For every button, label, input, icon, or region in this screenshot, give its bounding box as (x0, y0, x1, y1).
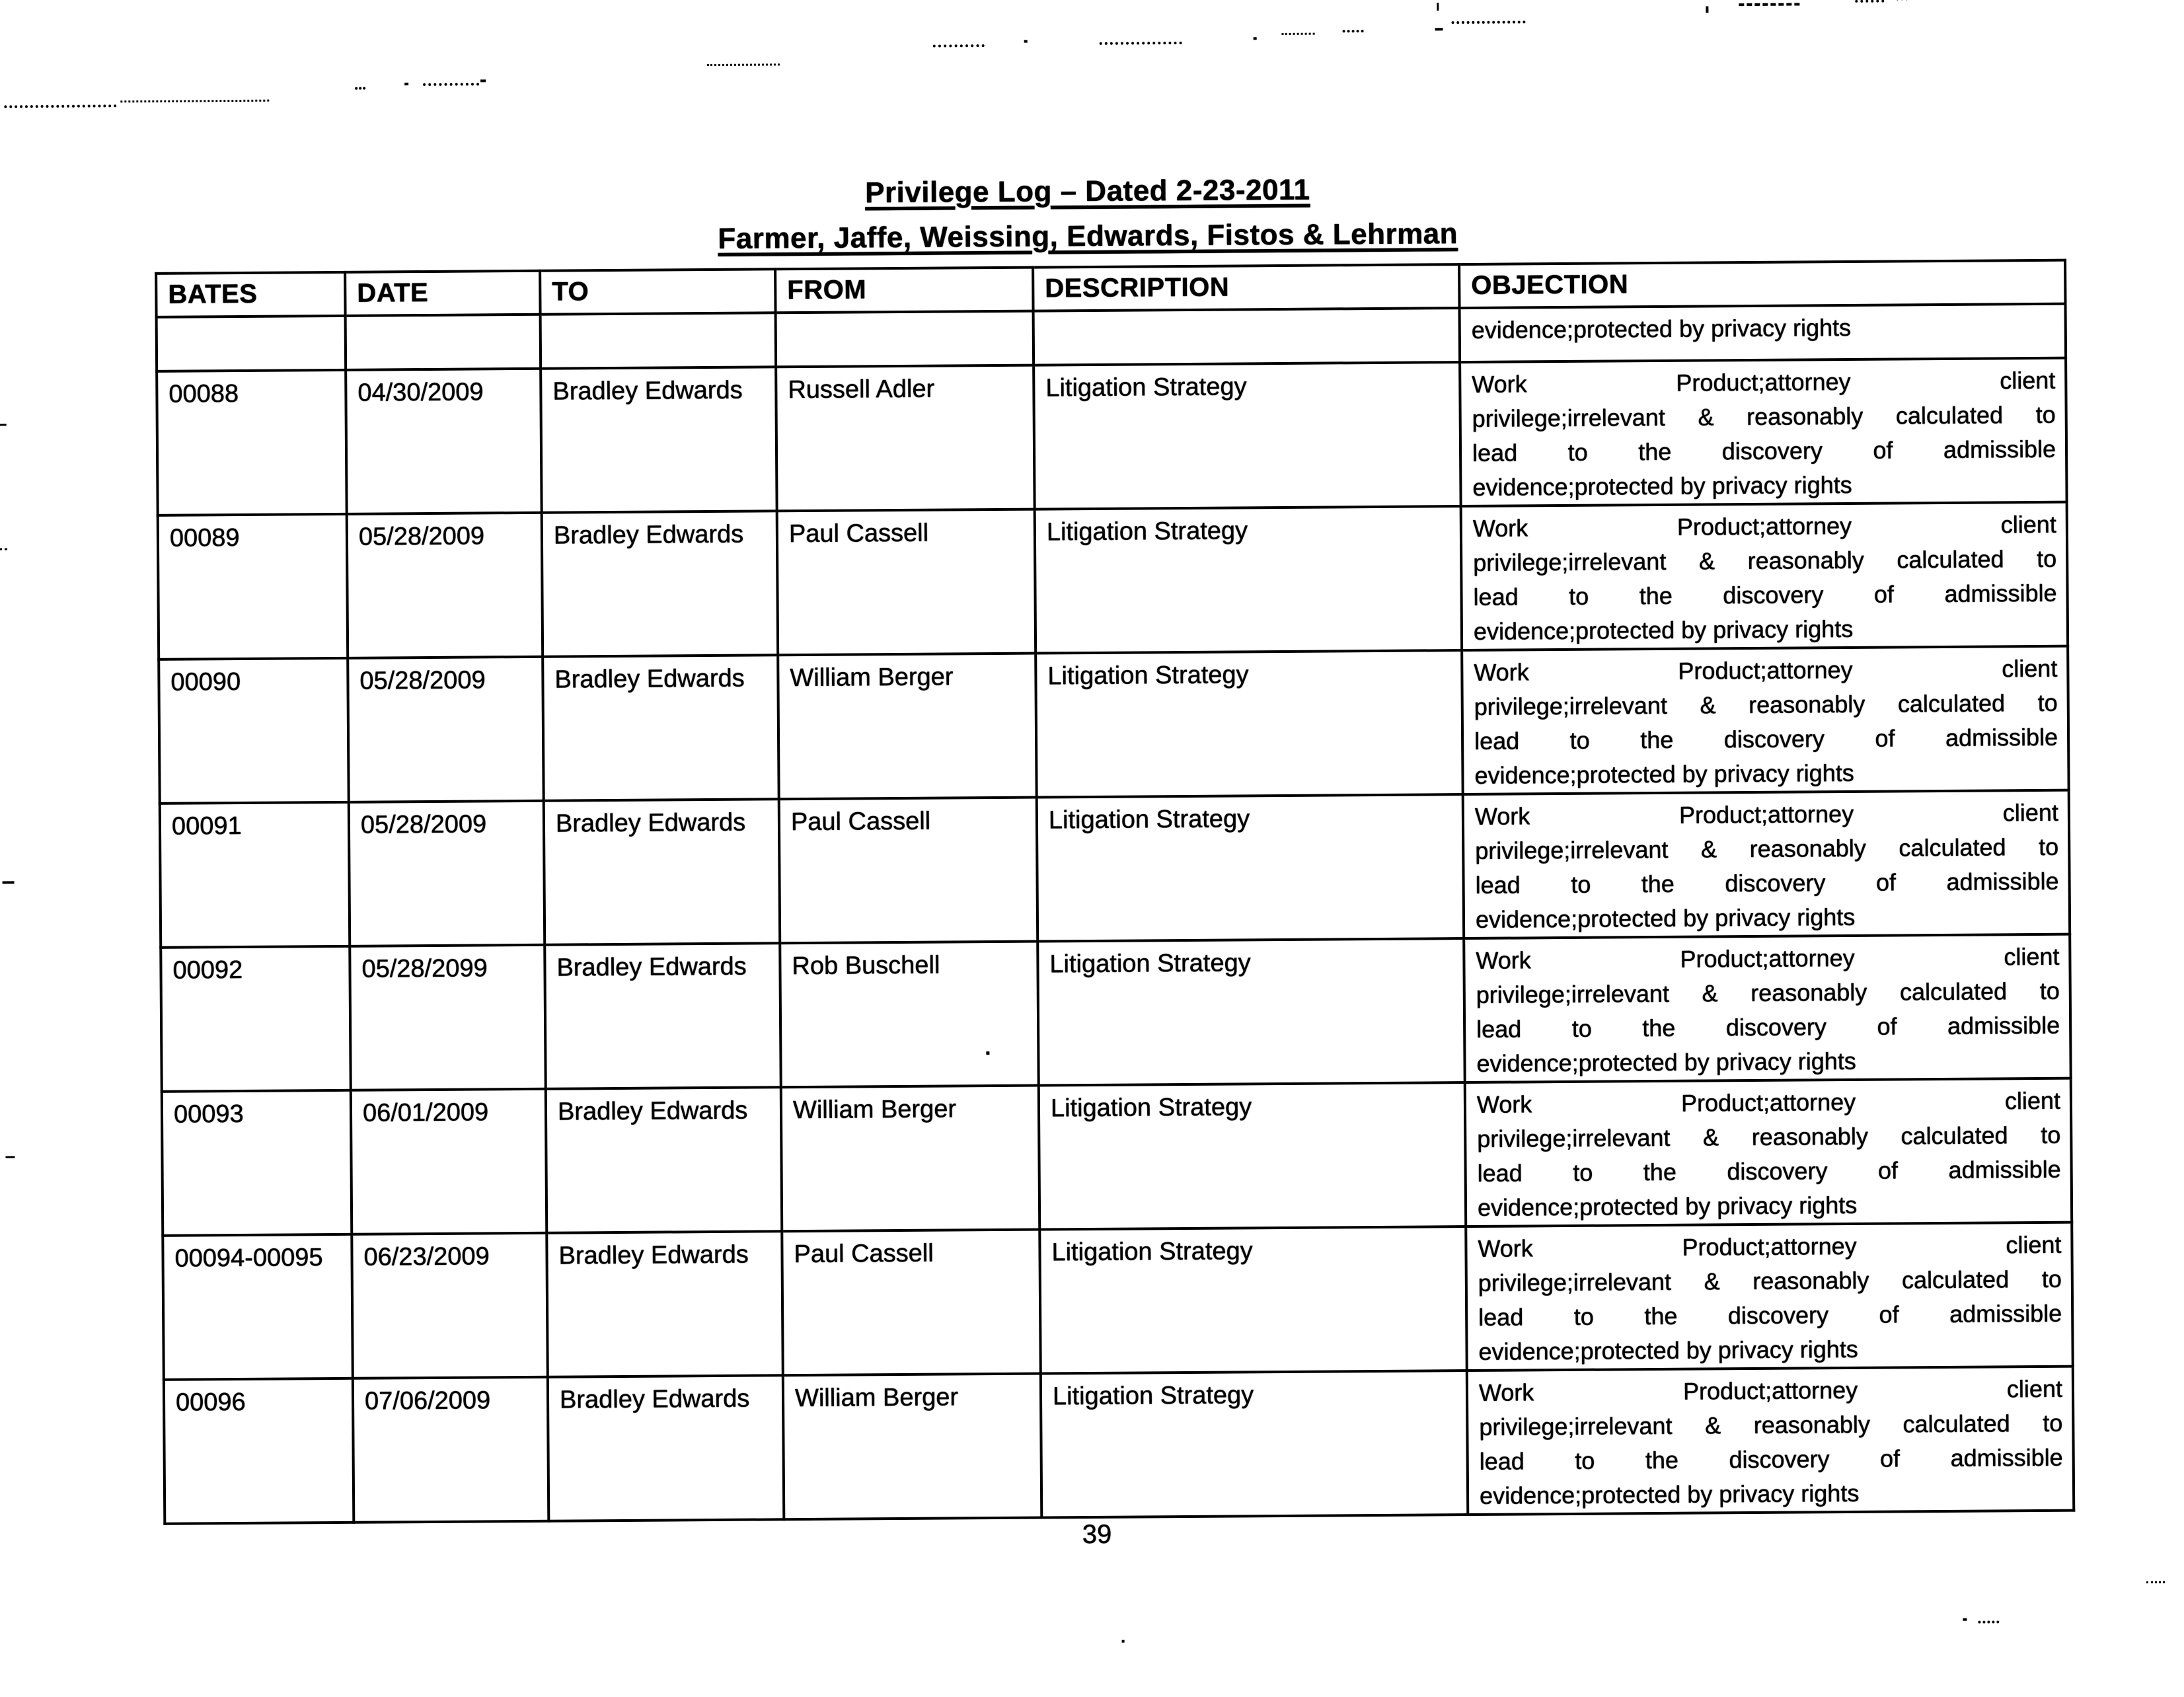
objection-line: evidence;protected by privacy rights (1474, 755, 2058, 793)
table-row (159, 646, 2068, 804)
objection-line: Work Product;attorney client (1478, 1228, 2061, 1266)
table-body (157, 304, 2074, 1524)
scan-artifact (4, 104, 116, 108)
column-header-to: TO (540, 269, 775, 314)
objection-line: privilege;irrelevant & reasonably calculated to (1476, 974, 2060, 1012)
table-row (158, 502, 2068, 660)
scan-artifact (1254, 37, 1257, 40)
cell-to: Bradley Edwards (546, 1231, 783, 1376)
scan-artifact (3, 881, 15, 884)
table-row (157, 358, 2066, 515)
privilege-log-table (155, 259, 2075, 1525)
cell-date: 05/28/2099 (350, 945, 546, 1090)
table-row (164, 1367, 2074, 1524)
objection-line: evidence;protected by privacy rights (1478, 1187, 2061, 1225)
cell-date: 05/28/2009 (348, 657, 544, 802)
column-header-bates: BATES (156, 272, 345, 317)
cell-description: Litigation Strategy (1039, 1226, 1467, 1373)
cell-bates: 00089 (158, 514, 348, 660)
document-subtitle-row (0, 210, 2180, 262)
objection-line: evidence;protected by privacy rights (1472, 467, 2056, 505)
cell-objection (1465, 1078, 2072, 1226)
cell-description: Litigation Strategy (1037, 938, 1465, 1085)
cell-bates: 00090 (159, 658, 349, 804)
scan-artifact (1978, 1620, 1999, 1623)
cell-from: Paul Cassell (782, 1230, 1041, 1376)
objection-line: privilege;irrelevant & reasonably calculated to (1474, 686, 2058, 724)
scan-artifact (1343, 30, 1364, 32)
objection-line: Work Product;attorney client (1479, 1372, 2062, 1410)
cell-to (541, 313, 776, 368)
cell-objection (1464, 934, 2070, 1082)
scan-artifact (1122, 1640, 1125, 1643)
objection-line: evidence;protected by privacy rights (1476, 1043, 2060, 1081)
cell-description: Litigation Strategy (1036, 650, 1463, 797)
scan-artifact (1282, 33, 1315, 35)
scan-artifact (2146, 1581, 2165, 1583)
document-title: Privilege Log – Dated 2-23-2011 (865, 174, 1310, 209)
objection-line: privilege;irrelevant & reasonably calculated to (1477, 1118, 2060, 1156)
table-row (160, 790, 2070, 948)
objection-line: Work Product;attorney client (1477, 1084, 2060, 1122)
cell-to: Bradley Edwards (544, 799, 780, 944)
cell-from: Paul Cassell (777, 509, 1036, 656)
cell-bates (157, 316, 346, 371)
cell-description: Litigation Strategy (1035, 506, 1462, 653)
column-header-objection: OBJECTION (1459, 260, 2065, 308)
cell-from: Rob Buschell (780, 942, 1039, 1088)
table-row (161, 934, 2070, 1092)
cell-from: Russell Adler (776, 365, 1035, 511)
cell-to: Bradley Edwards (541, 367, 777, 512)
objection-line: evidence;protected by privacy rights (1474, 611, 2057, 649)
cell-from (776, 311, 1034, 367)
objection-line: Work Product;attorney client (1472, 363, 2055, 402)
cell-objection (1461, 502, 2068, 650)
cell-from: William Berger (783, 1374, 1042, 1520)
objection-line: evidence;protected by privacy rights (1472, 309, 2055, 348)
objection-line: evidence;protected by privacy rights (1476, 899, 2059, 937)
cell-description (1034, 308, 1460, 365)
cell-date: 05/28/2009 (349, 801, 545, 946)
scan-artifact (1963, 1618, 1967, 1621)
cell-objection (1460, 304, 2066, 362)
cell-date (346, 315, 541, 370)
scan-artifact (1024, 40, 1028, 43)
objection-line: Work Product;attorney client (1475, 796, 2058, 834)
cell-description: Litigation Strategy (1037, 794, 1464, 941)
scan-artifact (355, 87, 365, 90)
objection-line: Work Product;attorney client (1473, 508, 2056, 546)
cell-bates: 00096 (164, 1378, 354, 1524)
column-header-description: DESCRIPTION (1033, 264, 1459, 311)
cell-date: 06/01/2009 (351, 1089, 547, 1234)
document-subtitle: Farmer, Jaffe, Weissing, Edwards, Fistos & Lehrman (718, 217, 1458, 255)
scan-artifact (1739, 3, 1799, 6)
cell-objection (1462, 646, 2068, 794)
cell-objection (1460, 358, 2066, 506)
scan-artifact (1855, 0, 1884, 3)
scan-artifact (423, 83, 479, 86)
document-title-row (0, 165, 2179, 217)
column-header-date: DATE (345, 271, 540, 316)
objection-line: privilege;irrelevant & reasonably calculated to (1472, 398, 2056, 436)
cell-bates: 00091 (160, 802, 350, 948)
objection-line: evidence;protected by privacy rights (1480, 1475, 2063, 1513)
objection-line: lead to the discovery of admissible (1476, 1008, 2060, 1047)
cell-objection (1463, 790, 2070, 938)
cell-bates: 00092 (161, 946, 351, 1092)
objection-line: lead to the discovery of admissible (1473, 576, 2056, 615)
cell-description: Litigation Strategy (1034, 362, 1461, 509)
objection-line: evidence;protected by privacy rights (1478, 1331, 2062, 1369)
scan-artifact (0, 548, 7, 550)
objection-line: privilege;irrelevant & reasonably calculated to (1475, 830, 2058, 868)
objection-line: lead to the discovery of admissible (1478, 1297, 2062, 1335)
objection-line: Work Product;attorney client (1476, 940, 2059, 978)
scan-artifact (480, 79, 486, 82)
cell-to: Bradley Edwards (545, 943, 781, 1088)
cell-to: Bradley Edwards (548, 1375, 784, 1521)
page-number: 39 (5, 1512, 2184, 1557)
cell-from: William Berger (778, 654, 1037, 800)
column-header-from: FROM (775, 268, 1033, 313)
objection-line: privilege;irrelevant & reasonably calculated to (1478, 1262, 2062, 1301)
scan-artifact (1706, 6, 1708, 13)
scan-artifact (1452, 20, 1526, 24)
document-header (0, 165, 2180, 262)
scan-artifact (1437, 3, 1439, 11)
objection-line: lead to the discovery of admissible (1475, 864, 2058, 903)
objection-line: privilege;irrelevant & reasonably calculated to (1473, 542, 2056, 580)
cell-description: Litigation Strategy (1041, 1371, 1468, 1517)
scan-artifact (933, 44, 985, 48)
scan-artifact (1435, 28, 1443, 30)
cell-to: Bradley Edwards (542, 511, 778, 656)
table-row (162, 1078, 2072, 1236)
cell-description: Litigation Strategy (1039, 1082, 1466, 1229)
cell-bates: 00094-00095 (163, 1234, 353, 1380)
scan-artifact (5, 1156, 15, 1158)
cell-objection (1467, 1367, 2074, 1515)
table-row (163, 1223, 2072, 1380)
cell-date: 04/30/2009 (346, 369, 542, 514)
objection-line: lead to the discovery of admissible (1474, 720, 2058, 759)
scan-artifact (1100, 42, 1182, 45)
objection-line: lead to the discovery of admissible (1478, 1152, 2061, 1191)
cell-bates: 00088 (157, 370, 347, 515)
cell-to: Bradley Edwards (546, 1087, 782, 1232)
cell-from: William Berger (781, 1086, 1040, 1232)
objection-line: Work Product;attorney client (1474, 652, 2057, 690)
objection-line: privilege;irrelevant & reasonably calculated to (1479, 1406, 2062, 1445)
objection-line: lead to the discovery of admissible (1472, 432, 2056, 471)
cell-date: 05/28/2009 (347, 513, 543, 658)
cell-date: 07/06/2009 (353, 1377, 549, 1523)
scan-artifact (707, 63, 780, 66)
scan-artifact (404, 83, 408, 85)
scan-artifact (120, 100, 269, 103)
cell-to: Bradley Edwards (543, 655, 779, 800)
scan-artifact (0, 424, 7, 426)
cell-bates: 00093 (162, 1090, 352, 1236)
objection-line: lead to the discovery of admissible (1480, 1441, 2063, 1479)
cell-objection (1466, 1223, 2072, 1371)
cell-from: Paul Cassell (779, 798, 1038, 944)
scan-artifact (986, 1051, 989, 1055)
cell-date: 06/23/2009 (352, 1233, 548, 1378)
